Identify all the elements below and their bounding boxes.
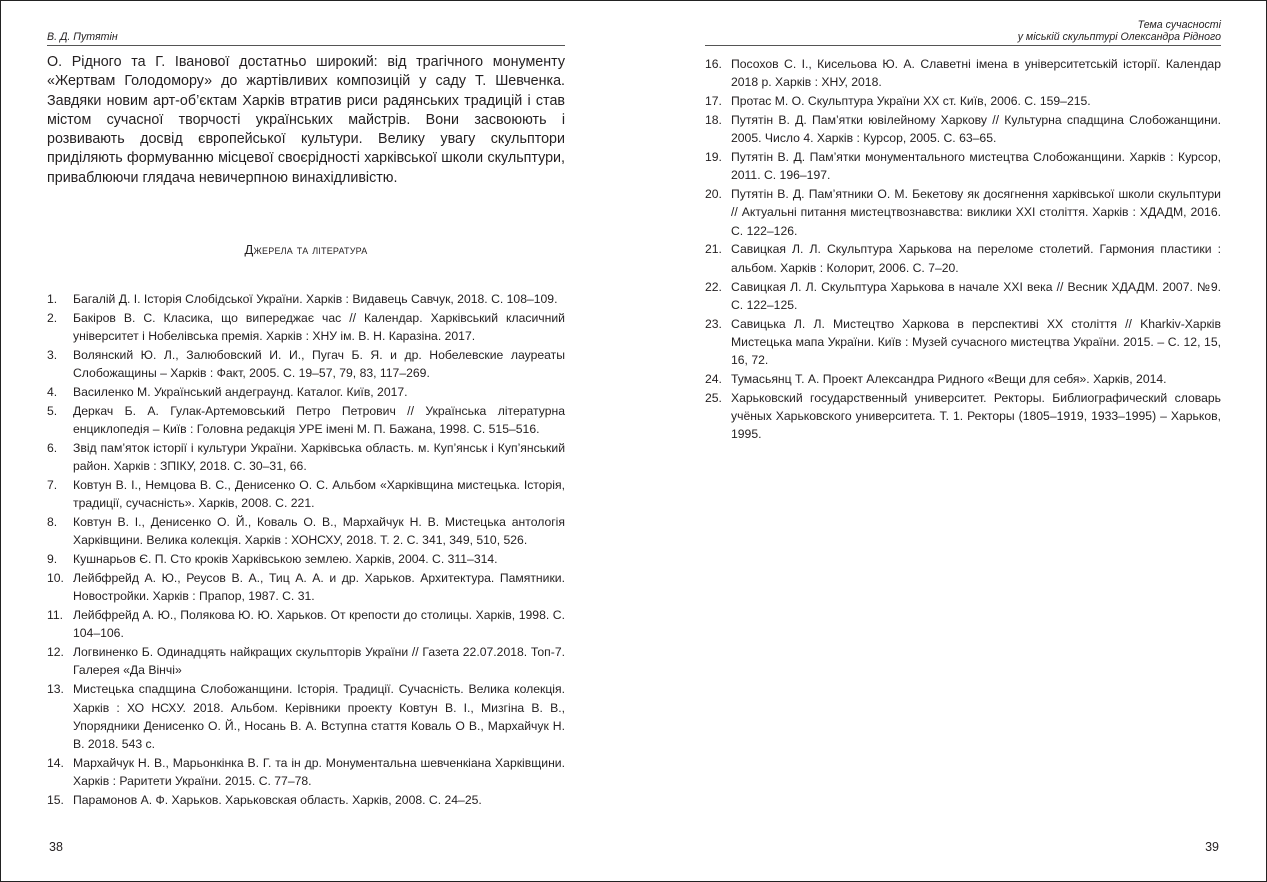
- reference-number: 13.: [47, 682, 64, 697]
- reference-item: [47, 346, 565, 383]
- reference-text: Деркач Б. А. Гулак-Артемовський Петро Петрович // Українська літературна енциклопедія – Київ : Головна редакція УРЕ імені М. П. Бажана, 1998. С. 515–516.: [73, 403, 565, 437]
- reference-number: 25.: [705, 390, 722, 405]
- reference-text: Путятін В. Д. Пам’ятники О. М. Бекетову як досягнення харківської школи скульптури // Актуальні питання мистецтвознавства: виклики ХХІ століття. Харків : ХДАДМ, 2016. С. 122–126.: [731, 187, 1221, 238]
- reference-text: Мархайчук Н. В., Марьонкінка В. Г. та ін др. Монументальна шевченкіана Харківщини. Харків : Раритети України. 2015. С. 77–78.: [73, 755, 565, 789]
- reference-item: [705, 185, 1221, 240]
- reference-item: [705, 92, 1221, 110]
- reference-number: 4.: [47, 384, 58, 399]
- reference-item: [47, 439, 565, 476]
- reference-number: 18.: [705, 112, 722, 127]
- reference-item: [705, 240, 1221, 277]
- reference-item: [705, 111, 1221, 148]
- reference-item: [47, 290, 565, 308]
- reference-item: [705, 370, 1221, 388]
- reference-number: 11.: [47, 608, 64, 623]
- reference-number: 17.: [705, 94, 722, 109]
- reference-number: 19.: [705, 149, 722, 164]
- reference-item: [705, 148, 1221, 185]
- reference-text: Савицкая Л. Л. Скульптура Харькова на переломе столетий. Гармония пластики : альбом. Харків : Колорит, 2006. С. 7–20.: [731, 242, 1221, 275]
- reference-text: Посохов С. І., Кисельова Ю. А. Славетні імена в університетській історії. Календар 2018 р. Харків : ХНУ, 2018.: [731, 57, 1221, 90]
- reference-item: [705, 278, 1221, 315]
- reference-item: [705, 315, 1221, 370]
- reference-text: Савицкая Л. Л. Скульптура Харькова в начале ХХІ века // Весник ХДАДМ. 2007. №9. С. 122–125.: [731, 279, 1221, 312]
- reference-text: Кушнарьов Є. П. Сто кроків Харківською землею. Харків, 2004. С. 311–314.: [73, 552, 498, 567]
- reference-text: Путятін В. Д. Пам’ятки ювілейному Харкову // Культурна спадщина Слобожанщини. 2005. Число 4. Харків : Курсор, 2005. С. 63–65.: [731, 112, 1221, 146]
- reference-number: 23.: [705, 316, 722, 331]
- reference-item: [47, 680, 565, 753]
- reference-item: [47, 791, 565, 809]
- page-number-right: 39: [1205, 840, 1219, 854]
- reference-number: 8.: [47, 515, 58, 530]
- reference-item: [47, 643, 565, 680]
- section-title: Джерела та література: [244, 242, 368, 257]
- reference-item: [47, 754, 565, 791]
- reference-item: [47, 550, 565, 568]
- reference-text: Звід пам’яток історії і культури України. Харківська область. м. Куп’янськ і Куп’янський район. Харків : ЗПІКУ, 2018. С. 30–31, 66.: [73, 440, 565, 474]
- reference-item: [705, 55, 1221, 92]
- reference-text: Лейбфрейд А. Ю., Реусов В. А., Тиц А. А. и др. Харьков. Архитектура. Памятники. Новостройки. Харків : Прапор, 1987. С. 31.: [73, 570, 565, 604]
- reference-number: 16.: [705, 57, 722, 71]
- reference-number: 2.: [47, 310, 58, 325]
- reference-number: 15.: [47, 793, 64, 808]
- reference-item: [47, 476, 565, 513]
- reference-number: 3.: [47, 347, 58, 362]
- reference-item: [47, 513, 565, 550]
- page-number-left: 38: [49, 840, 63, 854]
- right-page: [705, 1, 1221, 881]
- reference-text: Харьковский государственный университет. Ректоры. Библиографический словарь учёных Харьковского университета. Т. 1. Ректоры (1805–1919, 1933–1995) – Харьков, 1995.: [731, 390, 1221, 442]
- reference-item: [47, 383, 565, 401]
- reference-text: Путятін В. Д. Пам’ятки монументального мистецтва Слобожанщини. Харків : Курсор, 2011. С. 196–197.: [731, 149, 1221, 183]
- reference-number: 14.: [47, 755, 64, 770]
- reference-number: 5.: [47, 403, 58, 418]
- running-head-title: [1018, 19, 1221, 43]
- reference-number: 12.: [47, 645, 64, 660]
- reference-number: 1.: [47, 292, 58, 306]
- reference-number: 6.: [47, 440, 58, 455]
- running-head-title-line2: у міській скульптурі Олександра Рідного: [1017, 31, 1221, 43]
- running-head-title-line1: Тема сучасності: [1137, 19, 1221, 31]
- reference-item: [47, 309, 565, 346]
- reference-text: Багалій Д. І. Історія Слобідської України. Харків : Видавець Савчук, 2018. С. 108–109.: [73, 292, 558, 306]
- running-head-author: В. Д. Путятін: [47, 31, 118, 43]
- reference-number: 24.: [705, 372, 722, 387]
- reference-item: [47, 606, 565, 643]
- reference-text: Логвиненко Б. Одинадцять найкращих скульпторів України // Газета 22.07.2018. Топ-7. Галерея «Да Вінчі»: [73, 645, 565, 678]
- reference-text: Ковтун В. І., Немцова В. С., Денисенко О. С. Альбом «Харківщина мистецька. Історія, традиції, сучасність». Харків, 2008. С. 221.: [73, 477, 565, 511]
- reference-item: [705, 389, 1221, 444]
- reference-text: Ковтун В. І., Денисенко О. Й., Коваль О. В., Мархайчук Н. В. Мистецька антологія Харківщини. Велика колекція. Харків : ХОНСХУ, 2018. Т. 2. С. 341, 349, 510, 526.: [73, 515, 565, 548]
- left-page: [47, 1, 565, 881]
- reference-number: 10.: [47, 570, 64, 585]
- reference-text: Волянский Ю. Л., Залюбовский И. И., Пугач Б. Я. и др. Нобелевские лауреаты Слобожащины – Харків : Факт, 2005. С. 19–57, 79, 83, 117–269.: [73, 347, 565, 381]
- reference-text: Мистецька спадщина Слобожанщини. Історія. Традиції. Сучасність. Велика колекція. Харків : ХО НСХУ. 2018. Альбом. Керівники проекту Ковтун В. І., Мизгіна В. В., Упорядники Денисенко О. Й., Носань В. А. Вступна стаття Коваль О В., Мархайчук Н. В. 2018. 543 с.: [73, 682, 565, 752]
- reference-number: 21.: [705, 242, 722, 257]
- reference-text: Тумасьянц Т. А. Проект Александра Ридного «Вещи для себя». Харків, 2014.: [731, 372, 1167, 387]
- reference-text: Савицька Л. Л. Мистецтво Харкова в перспективі ХХ століття // Kharkiv-Харків Мистецька мапа України. Київ : Музей сучасного мистецтва України. 2015. – С. 12, 15, 16, 72.: [731, 316, 1221, 368]
- reference-text: Парамонов А. Ф. Харьков. Харьковская область. Харків, 2008. С. 24–25.: [73, 793, 482, 808]
- reference-list-right: [705, 55, 1221, 444]
- reference-text: Бакіров В. С. Класика, що випереджає час // Календар. Харківський класичний університет і Нобелівська премія. Харків : ХНУ ім. В. Н. Каразіна. 2017.: [73, 310, 565, 344]
- body-paragraph: О. Рідного та Г. Іванової достатньо широкий: від трагічного монументу «Жертвам Голодомору» до жартівливих композицій у саду Т. Шевченка. Завдяки новим арт-об’єктам Харків втратив риси радянських традицій і став містом сучасної творчості українських майстрів. Вони засвоюють і розвивають досвід європейської культури. Велику увагу скульптори приділяють формуванню місцевої своєрідності харківської школи скульптури, приваблюючи глядача невичерпною винахідливістю.: [47, 54, 565, 186]
- reference-item: [47, 569, 565, 606]
- reference-number: 20.: [705, 187, 722, 202]
- reference-item: [47, 402, 565, 439]
- running-head-left: [47, 19, 565, 46]
- reference-number: 22.: [705, 279, 722, 294]
- reference-text: Василенко М. Український андеграунд. Каталог. Київ, 2017.: [73, 384, 408, 399]
- reference-text: Протас М. О. Скульптура України ХХ ст. Київ, 2006. С. 159–215.: [731, 94, 1091, 109]
- reference-list-left: [47, 290, 565, 810]
- reference-number: 9.: [47, 552, 58, 567]
- reference-text: Лейбфрейд А. Ю., Полякова Ю. Ю. Харьков. От крепости до столицы. Харків, 1998. С. 104–106.: [73, 608, 565, 641]
- running-head-right: [705, 19, 1221, 46]
- reference-number: 7.: [47, 477, 58, 492]
